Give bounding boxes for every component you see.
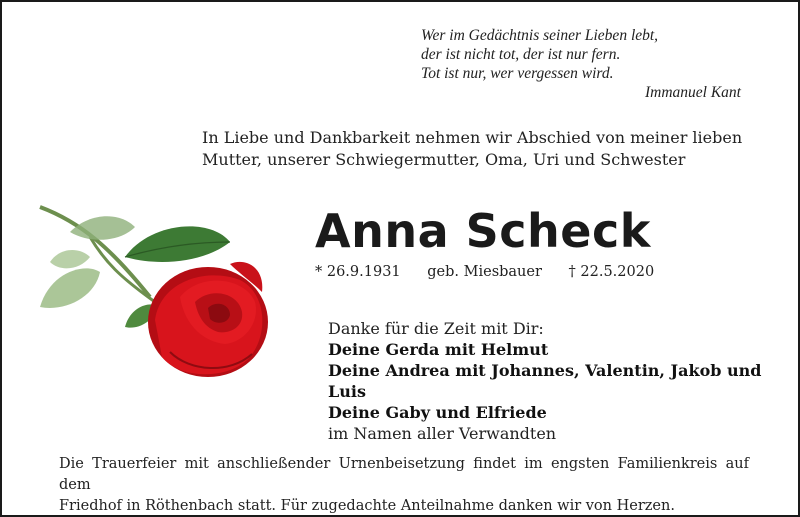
quote-line: Tot ist nur, wer vergessen wird.	[421, 65, 614, 82]
closing-line: im Namen aller Verwandten	[328, 424, 557, 443]
red-rose-icon	[30, 202, 280, 387]
life-dates	[315, 264, 676, 280]
funeral-info	[59, 454, 749, 517]
deceased-name: Anna Scheck	[315, 204, 651, 258]
kant-quote	[421, 26, 741, 102]
intro-line: In Liebe und Dankbarkeit nehmen wir Abschied von meiner lieben	[202, 128, 743, 147]
intro-line: Mutter, unserer Schwiegermutter, Oma, Uri und Schwester	[202, 150, 686, 169]
quote-line: der ist nicht tot, der ist nur fern.	[421, 46, 621, 63]
birth-date: * 26.9.1931	[315, 264, 401, 280]
maiden-name: geb. Miesbauer	[427, 264, 542, 280]
death-date: † 22.5.2020	[568, 264, 655, 280]
family-line: Deine Gerda mit Helmut	[328, 340, 549, 359]
mourners-list	[328, 318, 768, 444]
family-line: Deine Gaby und Elfriede	[328, 403, 547, 422]
footer-line: Die Trauerfeier mit anschließender Urnenbeisetzung findet im engsten Familienkreis auf dem	[59, 456, 749, 493]
intro-text	[202, 127, 762, 171]
footer-line: Friedhof in Röthenbach statt. Für zugedachte Anteilnahme danken wir von Herzen.	[59, 498, 675, 514]
family-line: Deine Andrea mit Johannes, Valentin, Jakob und Luis	[328, 361, 762, 401]
quote-author: Immanuel Kant	[644, 84, 741, 101]
quote-line: Wer im Gedächtnis seiner Lieben lebt,	[421, 27, 659, 44]
thanks-line: Danke für die Zeit mit Dir:	[328, 319, 544, 338]
